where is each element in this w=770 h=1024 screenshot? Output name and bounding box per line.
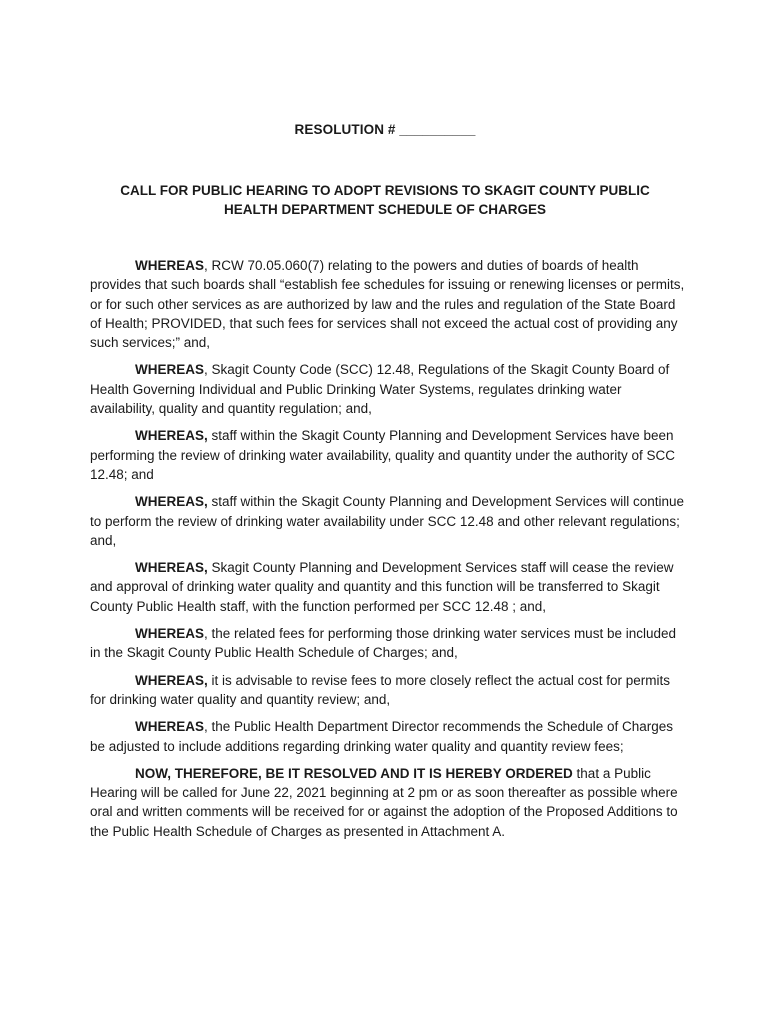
whereas-paragraph-4 bbox=[90, 492, 686, 550]
title-line-1: CALL FOR PUBLIC HEARING TO ADOPT REVISIONS TO SKAGIT COUNTY PUBLIC bbox=[120, 183, 650, 198]
whereas-paragraph-2 bbox=[90, 360, 686, 418]
whereas-paragraph-8 bbox=[90, 717, 686, 756]
paragraph-lead: WHEREAS, bbox=[135, 428, 208, 444]
paragraph-lead: WHEREAS bbox=[135, 626, 205, 642]
paragraph-lead: WHEREAS, bbox=[135, 560, 208, 576]
whereas-paragraph-1 bbox=[90, 256, 686, 352]
paragraph-text: , RCW 70.05.060(7) relating to the powers and duties of boards of health provides that such boards shall “establish fee schedules for issuing or renewing licenses or permits, or for such other services as are authorized by law and the rules and regulation of the State Board of Health; PROVIDED, that such fees for services shall not exceed the actual cost of providing any such services;” and, bbox=[90, 258, 685, 351]
title-line-2: HEALTH DEPARTMENT SCHEDULE OF CHARGES bbox=[223, 202, 546, 217]
whereas-paragraph-6 bbox=[90, 624, 686, 663]
paragraph-lead: WHEREAS, bbox=[135, 494, 208, 510]
paragraph-text: , the related fees for performing those drinking water services must be included in the Skagit County Public Health Schedule of Charges; and, bbox=[90, 626, 677, 661]
paragraph-text: staff within the Skagit County Planning and Development Services will continue to perform the review of drinking water availability under SCC 12.48 and other relevant regulations; and, bbox=[90, 494, 685, 548]
paragraph-lead: WHEREAS bbox=[135, 719, 205, 735]
document-title bbox=[90, 181, 680, 219]
whereas-paragraph-7 bbox=[90, 671, 686, 710]
resolution-number: RESOLUTION # __________ bbox=[294, 122, 476, 137]
whereas-paragraph-3 bbox=[90, 426, 686, 484]
resolved-paragraph bbox=[90, 764, 686, 841]
paragraph-text: staff within the Skagit County Planning and Development Services have been performing the review of drinking water availability, quality and quantity under the authority of SCC 12.48; and bbox=[90, 428, 676, 482]
paragraph-text: it is advisable to revise fees to more closely reflect the actual cost for permits for drinking water quality and quantity review; and, bbox=[90, 672, 670, 707]
whereas-paragraph-5 bbox=[90, 558, 686, 616]
paragraph-lead: WHEREAS bbox=[135, 362, 205, 378]
paragraph-text: , Skagit County Code (SCC) 12.48, Regulations of the Skagit County Board of Health Governing Individual and Public Drinking Water Systems, regulates drinking water availability, quality and quantity regulation; and, bbox=[90, 362, 670, 417]
paragraph-lead: WHEREAS, bbox=[135, 672, 208, 688]
paragraph-text: , the Public Health Department Director recommends the Schedule of Charges be adjusted to include additions regarding drinking water quality and quantity review fees; bbox=[90, 719, 673, 754]
paragraph-text: Skagit County Planning and Development Services staff will cease the review and approval of drinking water quality and quantity and this function will be transferred to Skagit County Public Health staff, with the function performed per SCC 12.48 ; and, bbox=[90, 560, 674, 614]
paragraph-lead: WHEREAS bbox=[135, 258, 205, 273]
paragraph-lead: NOW, THEREFORE, BE IT RESOLVED AND IT IS HEREBY ORDERED bbox=[135, 765, 573, 781]
paragraph-text: that a Public Hearing will be called for June 22, 2021 beginning at 2 pm or as soon thereafter as possible where oral and written comments will be received for or against the adoption of the Proposed Additions to the Public Health Schedule of Charges as presented in Attachment A. bbox=[90, 765, 678, 839]
document-body bbox=[90, 256, 686, 849]
